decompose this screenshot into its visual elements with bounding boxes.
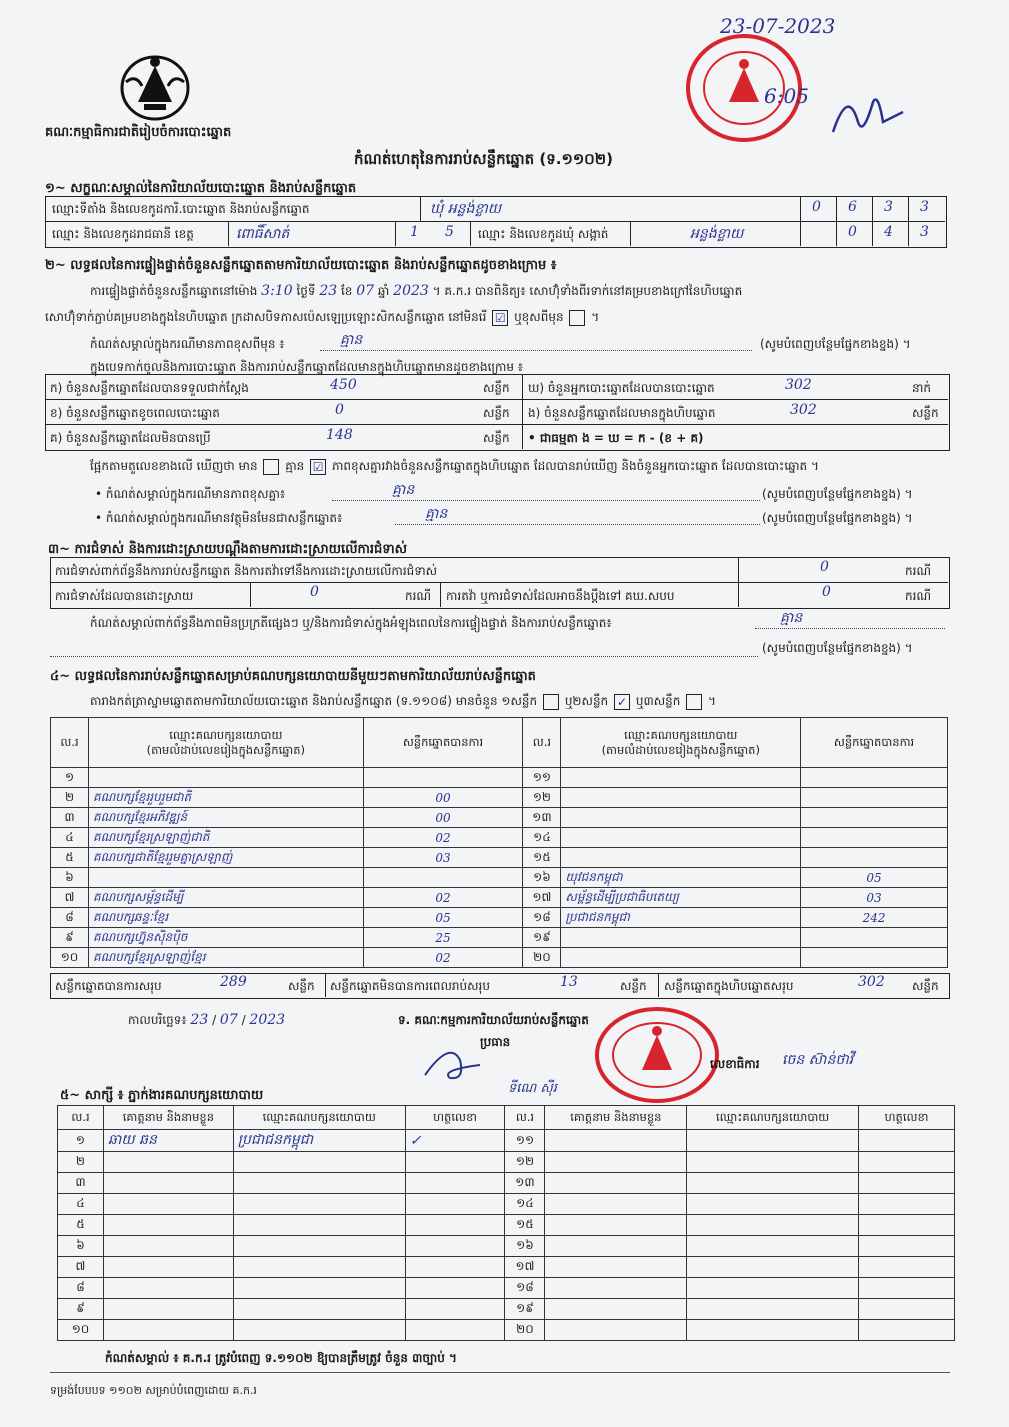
party-row-no: ៧ [51, 888, 89, 908]
formula: • ជាធម្មតា ង = ឃ = ក - (ខ + គ) [528, 431, 704, 445]
stamp-date: 23-07-2023 [720, 14, 836, 38]
witness-row-sign [405, 1215, 505, 1236]
witness-row-party [687, 1320, 859, 1341]
witness-row-party [687, 1130, 859, 1152]
committee-title: ទ. គណៈកម្មការការិយាល័យរាប់សន្លឹកឆ្នោត [398, 1013, 589, 1027]
total-box-label: សន្លឹកឆ្នោតក្នុងហិបឆ្នោតសរុប [664, 979, 794, 993]
party-row-name [561, 928, 801, 948]
witness-row-name [103, 1236, 233, 1257]
witness-row-party [233, 1194, 405, 1215]
witness-row-sign [859, 1130, 955, 1152]
signing-date: កាលបរិច្ឆេទ៖ 23 / 07 / 2023 [128, 1012, 286, 1028]
party-row-votes: 03 [801, 888, 948, 908]
party-row-no: ៥ [51, 848, 89, 868]
witness-row-no: ៩ [58, 1299, 104, 1320]
signature-icon [828, 82, 908, 142]
witness-row-party [233, 1320, 405, 1341]
witness-row-sign: ✓ [405, 1130, 505, 1152]
section2-heading: ២~ លទ្ធផលនៃការផ្ទៀងផ្ទាត់ចំនួនសន្លឹកឆ្នោតតាមការិយាល័យបោះឆ្នោត និងរាប់សន្លឹកឆ្នោតដូចខាងក្រោម ៖ [45, 258, 557, 273]
witness-row-sign [859, 1173, 955, 1194]
chair-signature-icon [420, 1040, 490, 1085]
party-row-no: ៩ [51, 928, 89, 948]
objection-row2-value: 0 [310, 584, 319, 600]
party-row-no: ៤ [51, 828, 89, 848]
col-no-right: ល.រ [523, 718, 561, 768]
station-code-2: 6 [848, 199, 857, 215]
party-row-no: ១០ [51, 948, 89, 968]
province-name: ពោធិ៍សាត់ [236, 226, 290, 242]
difference-fill-note: (សូមបំពេញបន្ថែមផ្នែកខាងខ្នង) ។ [762, 487, 913, 501]
witness-row-no: ៤ [58, 1194, 104, 1215]
party-row-no: ១៣ [523, 808, 561, 828]
table-row [51, 768, 948, 788]
witness-row-no: ៥ [58, 1215, 104, 1236]
witness-row-no: ២ [58, 1152, 104, 1173]
received-unit: សន្លឹក [483, 381, 510, 395]
seal-check-text: សោហ៊ុំទាក់ភ្ជាប់គម្របខាងក្នុងនៃហិបឆ្នោត ក្រដាសបិទភាសប៉េសឡេប្រឡោះសិកសន្លឹកឆ្នោត នៅមិនរើ [45, 310, 487, 324]
nec-emblem-icon [118, 52, 192, 122]
witness-row-name [103, 1173, 233, 1194]
witness-row-party [687, 1299, 859, 1320]
witness-row-no: ១១ [505, 1130, 545, 1152]
witness-row-sign [405, 1257, 505, 1278]
table-row [51, 888, 948, 908]
verification-month: 07 [356, 283, 375, 299]
total-valid-value: 289 [220, 974, 247, 990]
unused-label: គ) ចំនួនសន្លឹកឆ្នោតដែលមិនបានប្រើ [50, 431, 211, 445]
party-row-name [88, 768, 363, 788]
party-row-no: ៨ [51, 908, 89, 928]
party-row-votes: 00 [363, 788, 523, 808]
no-difference-label: គ្មាន [285, 459, 305, 473]
difference-check-rest: ភាពខុសគ្នារវាងចំនួនសន្លឹកឆ្នោតក្នុងហិបឆ្នោត ដែលបានរាប់ឃើញ និងចំនួនអ្នកបោះឆ្នោត ដែលបានបោះឆ្នោត ។ [331, 459, 819, 473]
section3-heading: ៣~ ការជំទាស់ និងការដោះស្រាយបណ្តឹងតាមការដោះស្រាយលើការជំទាស់ [48, 542, 408, 557]
verification-text-b: ថ្ងៃទី [296, 284, 316, 298]
secretary-name: ចេន ស៊ាន់ថាវី [782, 1052, 854, 1068]
form-title: កំណត់ហេតុនៃការរាប់សន្លឹកឆ្នោត (ទ.១១០២) [354, 150, 614, 168]
station-name: ឃុំ អន្លង់ខ្លាយ [430, 201, 502, 217]
party-row-name: គណបក្សសម្ព័ន្ធដើម្បី [88, 888, 363, 908]
witness-row-sign [859, 1215, 955, 1236]
party-row-votes [801, 928, 948, 948]
witness-row-name [103, 1278, 233, 1299]
objection-row2-unit: ករណី [405, 589, 432, 603]
witness-row-sign [859, 1152, 955, 1173]
section4-heading: ៤~ លទ្ធផលនៃការរាប់សន្លឹកឆ្នោតសម្រាប់គណបក្សនយោបាយនីមួយៗតាមការិយាល័យរាប់សន្លឹកឆ្នោត [50, 669, 536, 684]
witness-row-name [103, 1152, 233, 1173]
party-row-no: ១១ [523, 768, 561, 788]
verification-text-e: ។ គ.ក.រ បានពិនិត្យ៖ សោហ៊ុំទាំងពីរទាក់នៅគម្របខាងក្រៅនៃហិបឆ្នោត [432, 284, 743, 298]
witness-table [57, 1105, 955, 1341]
total-valid-label: សន្លឹកឆ្នោតបានការសរុប [55, 979, 162, 993]
irregularity-fill-note: (សូមបំពេញបន្ថែមផ្នែកខាងខ្នង) ។ [762, 641, 913, 655]
witness-col-no-right: ល.រ [505, 1106, 545, 1130]
objection-row1-value: 0 [820, 559, 829, 575]
party-row-votes [801, 768, 948, 788]
party-row-name [561, 828, 801, 848]
witness-row-party [687, 1152, 859, 1173]
witness-row-party [233, 1257, 405, 1278]
party-row-no: ១៦ [523, 868, 561, 888]
party-row-name: គណបក្សហ្វ៊ុនស៊ិនប៉ិច [88, 928, 363, 948]
witness-row-sign [859, 1194, 955, 1215]
chair-label: ប្រធាន [480, 1035, 511, 1049]
unused-unit: សន្លឹក [483, 431, 510, 445]
witness-row-party [233, 1299, 405, 1320]
witness-row-no: ១ [58, 1130, 104, 1152]
witness-row-name [103, 1257, 233, 1278]
party-row-no: ១៨ [523, 908, 561, 928]
col-party-left [88, 718, 363, 768]
party-row-votes [363, 768, 523, 788]
witness-col-name-right: គោត្តនាម និងនាមខ្លួន [545, 1106, 687, 1130]
table-row [58, 1194, 955, 1215]
witness-row-no: ១០ [58, 1320, 104, 1341]
witness-row-party: ប្រជាជនកម្ពុជា [233, 1130, 405, 1152]
witness-row-name [545, 1173, 687, 1194]
witness-row-sign [405, 1278, 505, 1299]
party-row-no: ១២ [523, 788, 561, 808]
party-row-votes: 02 [363, 888, 523, 908]
witness-row-name [545, 1278, 687, 1299]
party-row-name: ប្រជាជនកម្ពុជា [561, 908, 801, 928]
party-row-votes [801, 948, 948, 968]
party-row-name: គណបក្សខ្មែរស្រឡាញ់ជាតិ [88, 828, 363, 848]
witness-row-no: ១២ [505, 1152, 545, 1173]
remark-value: គ្មាន [340, 332, 363, 348]
party-row-name: សម្ព័ន្ធដើម្បីប្រជាធិបតេយ្យ [561, 888, 801, 908]
spoiled-unit: សន្លឹក [483, 406, 510, 420]
witness-row-no: ៨ [58, 1278, 104, 1299]
witness-row-no: ១៨ [505, 1278, 545, 1299]
witness-row-sign [859, 1320, 955, 1341]
intact-checkbox[interactable]: ☑ [492, 310, 508, 326]
province-code-1: 1 [410, 224, 419, 240]
party-row-no: ២ [51, 788, 89, 808]
tally-sheet-line: តារាងកត់ត្រាស្នាមឆ្នោតតាមការិយាល័យបោះឆ្នោត និងរាប់សន្លឹកឆ្នោត (ទ.១១០៨) មានចំនួន ១សន្លឹក ឬ២សន្លឹក ✓ ឬ៣សន្លឹក ។ [90, 694, 716, 709]
party-row-votes [801, 828, 948, 848]
party-row-votes: 05 [801, 868, 948, 888]
totals-row [50, 973, 950, 999]
verification-text-c: ខែ [340, 284, 353, 298]
party-row-votes: 242 [801, 908, 948, 928]
table-row [58, 1257, 955, 1278]
party-row-votes: 25 [363, 928, 523, 948]
witness-row-party [233, 1173, 405, 1194]
received-value: 450 [330, 377, 357, 393]
remark-label: កំណត់សម្គាល់ក្នុងករណីមានភាពខុសពីមុន ៖ [90, 337, 285, 351]
table-row [51, 868, 948, 888]
witness-row-party [687, 1215, 859, 1236]
table-row [58, 1278, 955, 1299]
witness-row-no: ១៦ [505, 1236, 545, 1257]
witness-row-name [103, 1320, 233, 1341]
objection-row1-label: ការជំទាស់ពាក់ព័ន្ធនឹងការរាប់សន្លឹកឆ្នោត និងការតវ៉ាទៅនឹងការដោះស្រាយលើការជំទាស់ [55, 564, 438, 578]
difference-remark-value: គ្មាន [392, 482, 415, 498]
witness-row-name [545, 1257, 687, 1278]
witness-row-party [687, 1278, 859, 1299]
witness-col-sign-left: ហត្ថលេខា [405, 1106, 505, 1130]
party-row-no: ២០ [523, 948, 561, 968]
table-row [51, 948, 948, 968]
party-row-no: ១ [51, 768, 89, 788]
table-row [58, 1130, 955, 1152]
table-row [58, 1152, 955, 1173]
witness-row-name [103, 1215, 233, 1236]
tally-sheet-text: តារាងកត់ត្រាស្នាមឆ្នោតតាមការិយាល័យបោះឆ្នោត និងរាប់សន្លឹកឆ្នោត (ទ.១១០៨) មានចំនួន ១សន្លឹក [90, 694, 538, 708]
witness-row-name [545, 1130, 687, 1152]
irregularity-label: កំណត់សម្គាល់ពាក់ព័ន្ធនឹងភាពមិនប្រក្រតីផ្សេងៗ ឬ/និងការជំទាស់ក្នុងអំឡុងពេលនៃការផ្ទៀងផ្ទាត់ និងការរាប់សន្លឹកឆ្នោត៖ [90, 616, 612, 630]
party-row-no: ១៥ [523, 848, 561, 868]
total-invalid-label: សន្លឹកឆ្នោតមិនបានការពេលរាប់សរុប [330, 979, 490, 993]
witness-row-party [687, 1257, 859, 1278]
witness-row-no: ១៣ [505, 1173, 545, 1194]
commune-code-1: 0 [848, 224, 857, 240]
party-row-name: គណបក្សខ្មែររួបរួមជាតិ [88, 788, 363, 808]
secretary-label: លេខាធិការ [710, 1057, 760, 1071]
party-results-table [50, 717, 948, 968]
witness-row-sign [859, 1236, 955, 1257]
party-row-votes [801, 788, 948, 808]
witness-row-no: ២០ [505, 1320, 545, 1341]
party-row-name [561, 948, 801, 968]
irregularity-value: គ្មាន [780, 610, 803, 626]
objection-row3-value: 0 [822, 584, 831, 600]
witness-row-sign [859, 1278, 955, 1299]
table-row [51, 908, 948, 928]
party-row-votes: 00 [363, 808, 523, 828]
party-row-votes: 03 [363, 848, 523, 868]
party-row-no: ១៩ [523, 928, 561, 948]
witness-row-party [687, 1173, 859, 1194]
has-difference-checkbox[interactable] [263, 459, 279, 475]
witness-row-no: ១៩ [505, 1299, 545, 1320]
witness-row-name [545, 1299, 687, 1320]
party-row-name: យុវជនកម្ពុជា [561, 868, 801, 888]
witness-row-name [545, 1194, 687, 1215]
footer-note: កំណត់សម្គាល់ ៖ គ.ក.រ ត្រូវបំពេញ ទ.១១០២ ឱ្យបានត្រឹមត្រូវ ចំនួន ៣ច្បាប់ ។ [105, 1351, 457, 1365]
one-sheet-checkbox[interactable] [543, 694, 559, 710]
total-box-value: 302 [858, 974, 885, 990]
party-row-votes: 02 [363, 828, 523, 848]
witness-row-no: ១៥ [505, 1215, 545, 1236]
total-invalid-unit: សន្លឹក [620, 979, 647, 993]
witness-col-name-left: គោត្តនាម និងនាមខ្លួន [103, 1106, 233, 1130]
objection-row3-label: ការតវ៉ា ឬការជំទាស់ដែលអាចនឹងប្តឹងទៅ គឃ.សបប [446, 589, 675, 603]
spoiled-label: ខ) ចំនួនសន្លឹកឆ្នោតខូចពេលបោះឆ្នោត [50, 406, 220, 420]
party-row-name: គណបក្សជាតិខ្មែររួមគ្នាស្រឡាញ់ [88, 848, 363, 868]
party-row-name: គណបក្សឆន្ទៈខ្មែរ [88, 908, 363, 928]
party-row-name [88, 868, 363, 888]
witness-row-name [103, 1299, 233, 1320]
witness-row-party [233, 1278, 405, 1299]
committee-name: គណៈកម្មាធិការជាតិរៀបចំការបោះឆ្នោត [45, 125, 232, 140]
no-difference-checkbox[interactable]: ☑ [310, 459, 326, 475]
station-code-3: 3 [884, 199, 893, 215]
station-code-4: 3 [920, 199, 929, 215]
difference-remark-label: • កំណត់សម្គាល់ក្នុងករណីមានភាពខុសគ្នា៖ [95, 487, 286, 501]
three-sheet-label: ឬ៣សន្លឹក [635, 694, 681, 708]
party-row-votes [801, 848, 948, 868]
col-party-right [561, 718, 801, 768]
objection-row1-unit: ករណី [905, 564, 932, 578]
party-row-name: គណបក្សខ្មែរស្រឡាញ់ខ្មែរ [88, 948, 363, 968]
table-row [58, 1320, 955, 1341]
illegal-object-value: គ្មាន [425, 506, 448, 522]
party-row-no: ១៧ [523, 888, 561, 908]
total-valid-unit: សន្លឹក [288, 979, 315, 993]
table-row [58, 1215, 955, 1236]
count-intro: ក្នុងបេទកាក់ចូលនិងការបោះឆ្នោត និងការរាប់សន្លឹកឆ្នោតដែលមានក្នុងហិបឆ្នោតមានដូចខាងក្រោម ៖ [90, 360, 524, 374]
verification-day: 23 [319, 283, 338, 299]
witness-row-name [103, 1194, 233, 1215]
party-row-votes: 05 [363, 908, 523, 928]
witness-col-party-left: ឈ្មោះគណបក្សនយោបាយ [233, 1106, 405, 1130]
in-box-unit: សន្លឹក [912, 406, 939, 420]
witness-row-no: ៣ [58, 1173, 104, 1194]
witness-row-name [545, 1215, 687, 1236]
changed-checkbox[interactable] [569, 310, 585, 326]
table-row [51, 928, 948, 948]
witness-row-name [545, 1152, 687, 1173]
received-label: ក) ចំនួនសន្លឹកឆ្នោតដែលបានទទួលជាក់ស្តែង [50, 381, 249, 395]
witness-col-sign-right: ហត្ថលេខា [859, 1106, 955, 1130]
party-row-name [561, 768, 801, 788]
witness-col-no-left: ល.រ [58, 1106, 104, 1130]
changed-label: ឬខុសពីមុន [514, 310, 564, 324]
illegal-fill-note: (សូមបំពេញបន្ថែមផ្នែកខាងខ្នង) ។ [762, 511, 913, 525]
witness-row-sign [405, 1194, 505, 1215]
party-row-name [561, 808, 801, 828]
seal-check-line: សោហ៊ុំទាក់ភ្ជាប់គម្របខាងក្នុងនៃហិបឆ្នោត ក្រដាសបិទភាសប៉េសឡេប្រឡោះសិកសន្លឹកឆ្នោត នៅមិនរើ ☑ ឬខុសពីមុន ។ [45, 310, 600, 325]
party-row-name [561, 788, 801, 808]
in-box-value: 302 [790, 402, 817, 418]
witness-row-sign [405, 1173, 505, 1194]
difference-check-text: ផ្អែកតាមតួលេខខាងលើ ឃើញថា មាន [90, 459, 258, 473]
witness-row-sign [405, 1236, 505, 1257]
in-box-label: ង) ចំនួនសន្លឹកឆ្នោតដែលមានក្នុងហិបឆ្នោត [528, 406, 716, 420]
witness-row-sign [859, 1257, 955, 1278]
witness-row-sign [405, 1299, 505, 1320]
stamp-time: 6:05 [764, 84, 809, 108]
verification-year: 2023 [393, 283, 429, 299]
witness-row-no: ១៤ [505, 1194, 545, 1215]
voters-value: 302 [785, 377, 812, 393]
witness-row-name [545, 1320, 687, 1341]
two-sheet-checkbox[interactable]: ✓ [614, 694, 630, 710]
chair-name: ទីណេ ស៊ីរ [508, 1081, 557, 1096]
station-label: ឈ្មោះទីតាំង និងលេខកូដការិ.បោះឆ្នោត និងរាប់សន្លឹកឆ្នោត [52, 202, 310, 216]
voters-label: ឃ) ចំនួនអ្នកបោះឆ្នោតដែលបានបោះឆ្នោត [528, 381, 715, 395]
col-votes-right: សន្លឹកឆ្នោតបានការ [801, 718, 948, 768]
party-row-votes [363, 868, 523, 888]
party-row-votes [801, 808, 948, 828]
witness-col-party-right: ឈ្មោះគណបក្សនយោបាយ [687, 1106, 859, 1130]
witness-row-no: ៧ [58, 1257, 104, 1278]
commune-label: ឈ្មោះ និងលេខកូដឃុំ សង្កាត់ [478, 227, 609, 241]
col-party-right-text: ឈ្មោះគណបក្សនយោបាយ (តាមលំដាប់លេខរៀងក្នុងសន្លឹកឆ្នោត) [601, 727, 760, 757]
table-row [51, 808, 948, 828]
commune-code-3: 3 [920, 224, 929, 240]
col-votes-left: សន្លឹកឆ្នោតបានការ [363, 718, 523, 768]
committee-stamp-icon [592, 1005, 722, 1105]
section1-heading: ១~ សក្ខណៈសម្គាល់នៃការិយាល័យបោះឆ្នោត និងរាប់សន្លឹកឆ្នោត [45, 181, 357, 196]
three-sheet-checkbox[interactable] [686, 694, 702, 710]
witness-row-party [233, 1236, 405, 1257]
total-box-unit: សន្លឹក [912, 979, 939, 993]
province-code-2: 5 [445, 224, 454, 240]
form-reference: ទម្រង់បែបបទ ១១០២ សម្រាប់បំពេញដោយ គ.ក.រ [50, 1384, 257, 1397]
col-party-left-text: ឈ្មោះគណបក្សនយោបាយ (តាមលំដាប់លេខរៀងក្នុងសន្លឹកឆ្នោត) [146, 727, 305, 757]
witness-row-party [687, 1194, 859, 1215]
unused-value: 148 [326, 427, 353, 443]
section5-heading: ៥~ សាក្សី ៖ ភ្នាក់ងារគណបក្សនយោបាយ [60, 1088, 264, 1103]
station-code-1: 0 [812, 199, 821, 215]
witness-row-no: ១៧ [505, 1257, 545, 1278]
remark-fill-note: (សូមបំពេញបន្ថែមផ្នែកខាងខ្នង) ។ [760, 337, 911, 351]
verification-time: 3:10 [261, 283, 293, 299]
voters-unit: នាក់ [912, 381, 932, 395]
party-row-votes: 02 [363, 948, 523, 968]
verification-text-a: ការផ្ទៀងផ្ទាត់ចំនួនសន្លឹកឆ្នោតនៅម៉ោង [90, 284, 258, 298]
verification-text-d: ឆ្នាំ [377, 284, 390, 298]
table-row [51, 828, 948, 848]
table-row [58, 1299, 955, 1320]
table-row [51, 848, 948, 868]
witness-row-no: ៦ [58, 1236, 104, 1257]
verification-line [90, 283, 742, 301]
witness-row-party [233, 1215, 405, 1236]
party-row-name: គណបក្សខ្មែរអភិវឌ្ឍន៍ [88, 808, 363, 828]
province-label: ឈ្មោះ និងលេខកូដរាជធានី ខេត្ត [52, 227, 194, 241]
witness-row-name [545, 1236, 687, 1257]
total-invalid-value: 13 [560, 974, 578, 990]
commune-code-2: 4 [884, 224, 893, 240]
party-row-no: ៣ [51, 808, 89, 828]
party-row-name [561, 848, 801, 868]
signing-month: 07 [219, 1012, 238, 1028]
table-row [58, 1173, 955, 1194]
table-row [58, 1236, 955, 1257]
objection-row2-label: ការជំទាស់ដែលបានដោះស្រាយ [55, 589, 194, 603]
illegal-object-label: • កំណត់សម្គាល់ក្នុងករណីមានវត្ថុមិនមែនជាសន្លឹកឆ្នោត៖ [95, 511, 343, 525]
commune-name: អន្លង់ខ្លាយ [690, 226, 744, 242]
witness-row-party [687, 1236, 859, 1257]
col-no-left: ល.រ [51, 718, 89, 768]
spoiled-value: 0 [335, 402, 344, 418]
party-row-no: ៦ [51, 868, 89, 888]
signing-date-label: កាលបរិច្ឆេទ៖ [128, 1013, 187, 1027]
objection-row3-unit: ករណី [905, 589, 932, 603]
difference-check-line [90, 458, 819, 476]
witness-row-name: ឆាយ ឆន [103, 1130, 233, 1152]
party-row-no: ១៤ [523, 828, 561, 848]
witness-row-sign [405, 1320, 505, 1341]
witness-row-sign [859, 1299, 955, 1320]
witness-row-sign [405, 1152, 505, 1173]
two-sheet-label: ឬ២សន្លឹក [564, 694, 609, 708]
signing-year: 2023 [249, 1012, 286, 1028]
signing-day: 23 [190, 1012, 209, 1028]
witness-row-party [233, 1152, 405, 1173]
table-row [51, 788, 948, 808]
